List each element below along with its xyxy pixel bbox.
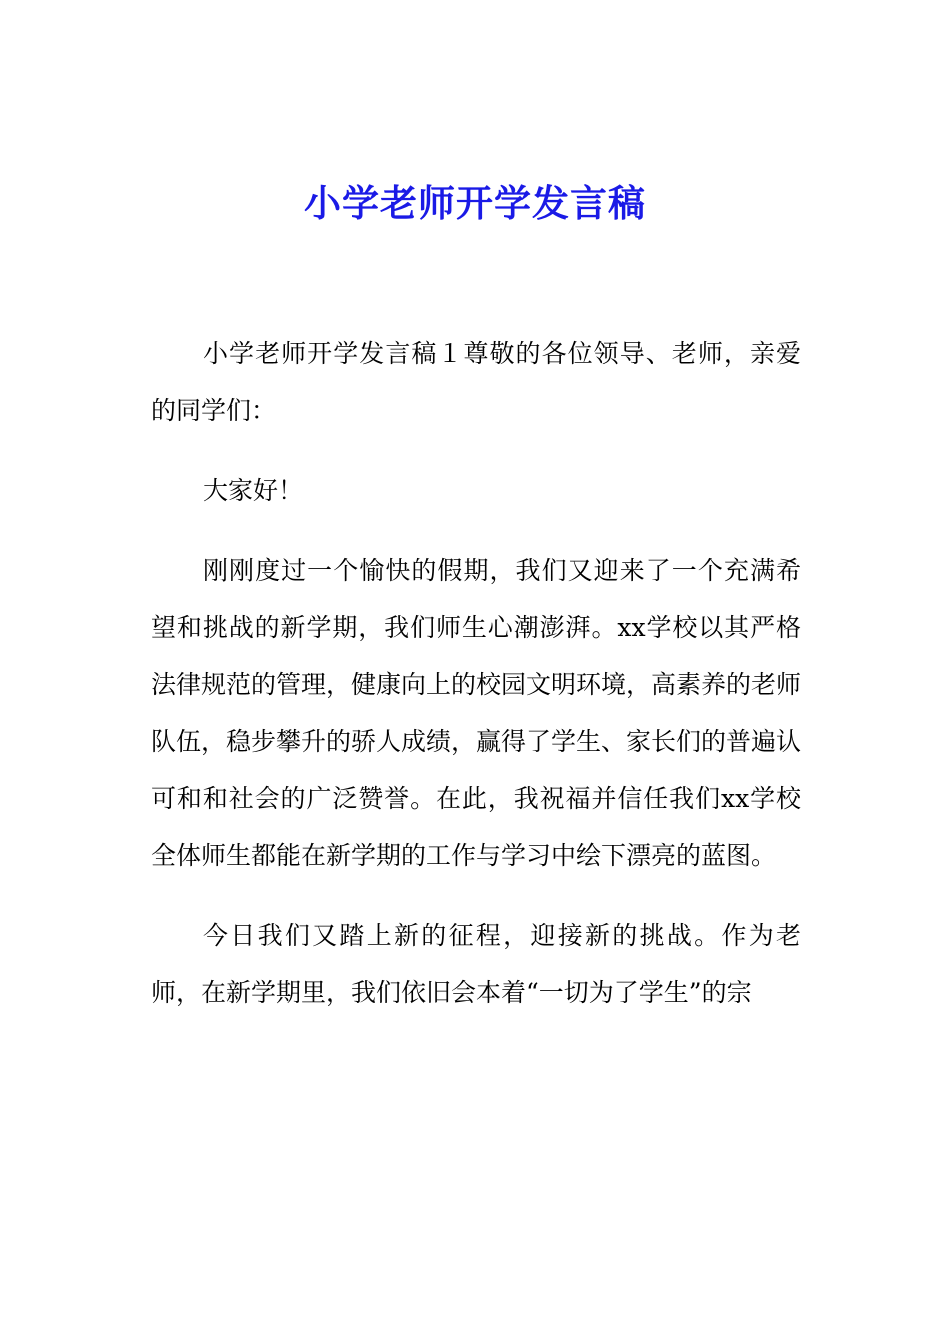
paragraph-new-semester: 刚刚度过一个愉快的假期，我们又迎来了一个充满希望和挑战的新学期，我们师生心潮澎湃。xx学校以其严格法律规范的管理，健康向上的校园文明环境，高素养的老师队伍，稳步攀升的骄人成绩，赢得了学生、家长们的普遍认可和和社会的广泛赞誉。在此，我祝福并信任我们xx学校全体师生都能在新学期的工作与学习中绘下漂亮的蓝图。 — [151, 556, 802, 870]
paragraph-hello: 大家好！ — [203, 476, 304, 505]
paragraph-greeting: 小学老师开学发言稿１尊敬的各位领导、老师，亲爱的同学们： — [151, 339, 801, 425]
document-body — [151, 325, 801, 1044]
document-title: 小学老师开学发言稿 — [304, 181, 646, 225]
paragraph-new-journey: 今日我们又踏上新的征程，迎接新的挑战。作为老师，在新学期里，我们依旧会本着“一切为了学生”的宗 — [151, 921, 801, 1007]
